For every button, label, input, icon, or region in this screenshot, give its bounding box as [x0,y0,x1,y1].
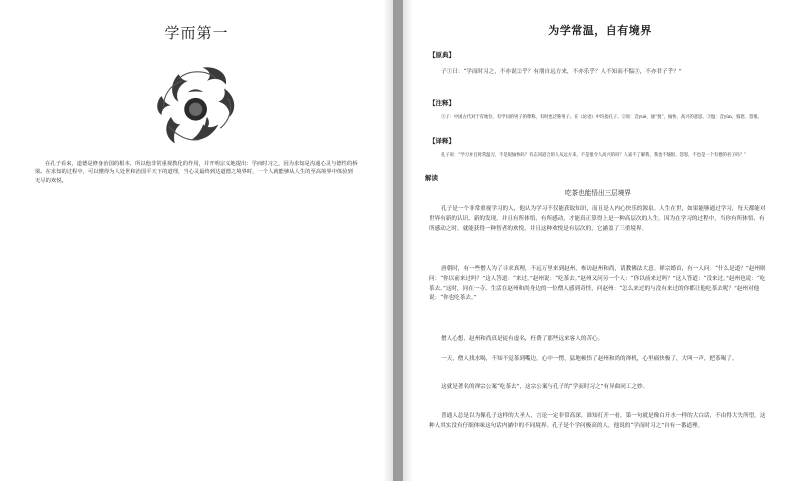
translation-section [429,136,767,145]
chapter-intro: 在孔子看来，道德是修身治国的根本，所以他非常重视教化的作用，并开明宗义地提出：学而时习之，因为求知是沟通心灵与德性的桥梁。在求知的过程中，可以懂得为人处世和治国平天下的道理，当心灵最终到达道德之境界时，一个人就能够从人生的至高境界中体验到无尽的欢悦。 [35,161,358,184]
dragon-emblem-icon [150,60,245,150]
paragraph: 孔子是一个非常重视学习的人，他认为学习不仅能获取知识，而且是人内心快乐的源泉。人生在世，如果能够通过学习，每天都能对世界有新的认识、新的发现，并且有所体悟、有所感动，才能真正算得上是一种高层次的人生。因为在学习的过程中，当你有所体悟、有所感动之时，就能获得一种智者的欢悦，并且这种欢悦是有层次的，它涵盖了三重境界。 [429,206,766,232]
paragraph: 一天，僧人找水喝，不知不觉茶到嘴边，心中一愣，猛地顿悟了赵州和尚的禅机，心里痛快极了，大叫一声，把茶喝了。 [441,356,738,362]
original-text: 子①曰：“学而时习之，不亦说②乎？有朋自远方来，不亦乐乎？人不知而不愠③，不亦君子乎？” [441,69,682,75]
reading-label: 解读 [425,174,438,182]
reading-title-block [429,187,767,197]
reading-section [425,173,763,182]
reading-paragraph-1 [429,205,767,234]
paragraph: 普通人总是以为像孔子这样的大圣人，言论一定非常高深。谁知打开一看，第一句就是像白开水一样的大白话，不由得大失所望。这种人其实没有仔细体味这句话内涵中的不同境界。孔子是个学问极高的人，他说的“学而时习之”自有一番道理。 [429,413,766,429]
reading-paragraph-6 [429,412,767,432]
left-gutter-shadow [383,0,393,481]
paragraph: 唐朝时，有一些僧人为了寻求真理，不远万里来到赵州，参访赵州和尚，请教佛法大意。禅宗婚首，有一人问：“什么是道？”赵州则问：“你以前来过吗？”这人答道：“来过。”赵州说：“吃茶去。”赵州又问另一个人：“你以前来过吗？”这人答道：“没来过。”赵州也说：“吃茶去。”这时，同在一寺、生活在赵州和尚身边的一位僧人感到奇怪，问赵州：“怎么来过的与没有来过的你都让他吃茶去呢？”赵州对他说：“你也吃茶去。” [429,266,766,302]
original-section [429,50,767,59]
translation-text: 孔子说：“学习并且时常温习，不是很愉快吗？有志同道合的人从远方来，不是很令人高兴的吗？人家不了解我，我也不恼恨、怨怒，不也是一个有德的君子吗？” [441,153,747,158]
notes-section [429,98,767,107]
section-title: 为学常温，自有境界 [548,24,652,37]
original-label: 【原典】 [429,51,455,59]
reading-paragraph-3 [429,335,767,345]
notes-text: ①子：中国古代对于有地位、有学问的男子的尊称，有时也泛称男子。在《论语》中均指孔子。②说：音yuè，通“悦”，愉快、高兴的意思。③愠：音yùn，恼怒、怨恨。 [441,115,762,120]
right-page [403,0,797,481]
paragraph: 僧人心想，赵州和尚真是徒有虚名，枉费了那些远来客人的苦心。 [441,336,604,342]
left-page [0,0,393,481]
reading-paragraph-2 [429,265,767,304]
translation-label: 【译释】 [429,137,455,145]
notes-text-block [429,114,767,121]
right-gutter-shadow [403,0,413,481]
reading-title: 吃茶也能悟出三层境界 [565,189,631,197]
translation-text-block [429,152,767,159]
paragraph: 这就是著名的禅宗公案“吃茶去”，这宗公案与孔子的“学而时习之”有异曲同工之妙。 [441,384,649,390]
reading-paragraph-5 [429,383,767,393]
notes-label: 【注释】 [429,99,455,107]
reading-paragraph-4 [429,355,767,365]
original-text-block [429,68,767,77]
chapter-title: 学而第一 [164,24,229,42]
